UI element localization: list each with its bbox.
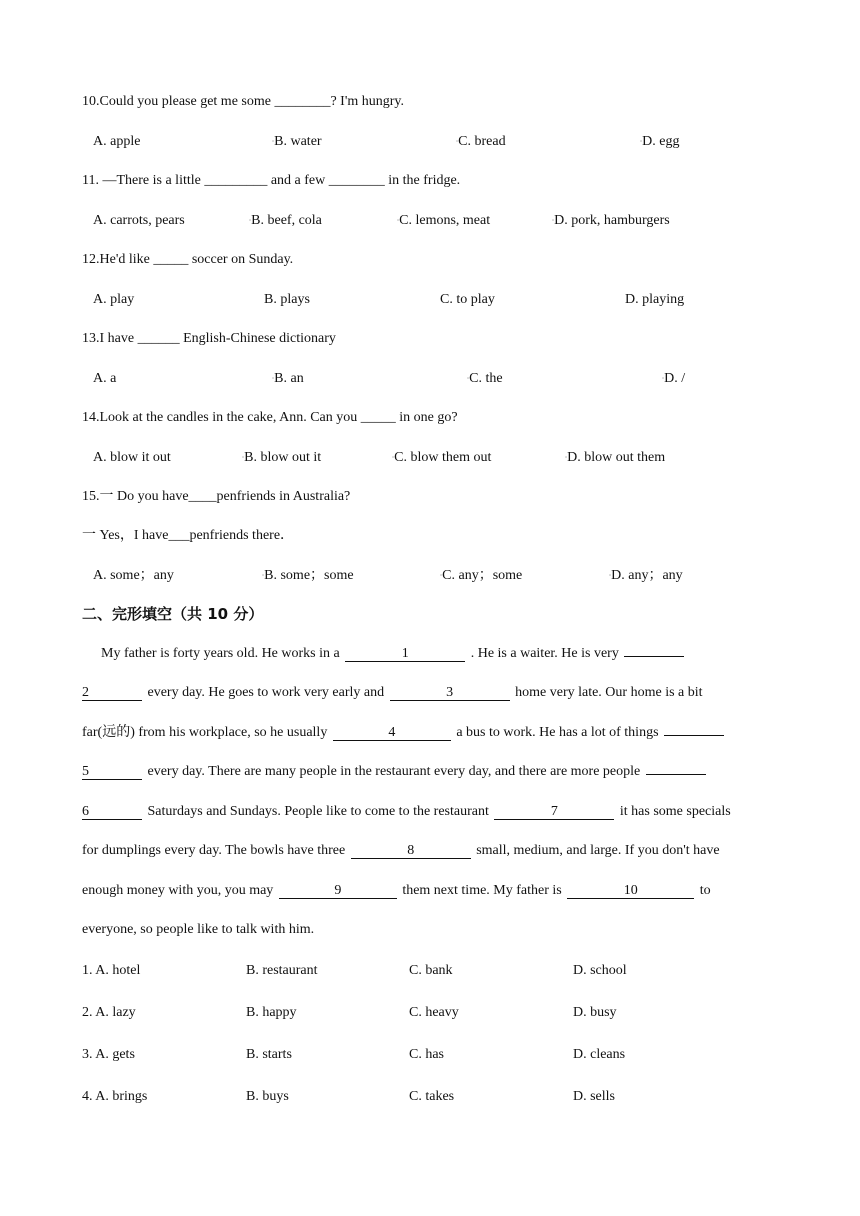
- option-label: D. playing: [625, 292, 685, 307]
- option-c: [467, 370, 503, 388]
- cloze-choice: B. buys: [246, 1089, 289, 1104]
- option-a: [93, 212, 185, 230]
- option-label: A. some；any: [93, 568, 174, 583]
- option-d: [552, 212, 670, 230]
- option-b: [242, 449, 321, 467]
- question-stem: 10.Could you please get me some ________? I'm hungry.: [82, 94, 405, 109]
- bullet-mark: ▫: [565, 455, 568, 461]
- passage-line: [82, 842, 720, 860]
- question-stem-reply: 一 Yes，I have___penfriends there．: [82, 528, 295, 543]
- passage-line: [82, 763, 708, 781]
- option-c: [440, 291, 495, 309]
- passage-text: far(远的) from his workplace, so he usually: [82, 725, 331, 740]
- option-c: [440, 567, 522, 585]
- passage-text: . He is a waiter. He is very: [467, 646, 623, 661]
- passage-blank: 1: [345, 646, 465, 662]
- option-b: [272, 133, 322, 151]
- cloze-choice: B. starts: [246, 1047, 292, 1062]
- passage-blank: 5: [82, 764, 142, 780]
- bullet-mark: ▫: [456, 139, 459, 145]
- cloze-choice: D. sells: [573, 1089, 615, 1104]
- question-stem: 12.He'd like _____ soccer on Sunday.: [82, 252, 294, 267]
- cloze-choice: B. happy: [246, 1005, 297, 1020]
- passage-blank: 7: [494, 804, 614, 820]
- passage-line: [82, 882, 711, 900]
- bullet-mark: ▫: [249, 218, 252, 224]
- passage-blank: [624, 656, 684, 657]
- passage-text: a bus to work. He has a lot of things: [452, 725, 663, 740]
- option-label: B. beef, cola: [251, 213, 322, 229]
- cloze-choice: D. school: [573, 963, 627, 978]
- option-label: D. egg: [642, 134, 680, 150]
- bullet-mark: ▫: [242, 455, 245, 461]
- bullet-mark: ▫: [609, 573, 612, 579]
- passage-blank: 3: [390, 685, 510, 701]
- option-a: [93, 370, 116, 388]
- passage-text: it has some specials: [616, 804, 731, 819]
- cloze-choice: C. has: [409, 1047, 444, 1062]
- option-c: [397, 212, 490, 230]
- option-d: [565, 449, 665, 467]
- cloze-choice: B. restaurant: [246, 963, 318, 978]
- cloze-choice: D. cleans: [573, 1047, 626, 1062]
- passage-blank: 6: [82, 804, 142, 820]
- option-label: B. water: [274, 134, 322, 150]
- option-c: [392, 449, 491, 467]
- passage-text: small, medium, and large. If you don't have: [472, 843, 720, 858]
- passage-text: everyone, so people like to talk with him.: [82, 922, 315, 937]
- question-stem: 14.Look at the candles in the cake, Ann. Can you _____ in one go?: [82, 410, 458, 425]
- option-a: [93, 291, 134, 309]
- passage-blank: 4: [333, 725, 451, 741]
- cloze-choice: C. takes: [409, 1089, 455, 1104]
- question-stem: 11. —There is a little _________ and a few ________ in the fridge.: [82, 173, 461, 188]
- option-label: D. pork, hamburgers: [554, 213, 670, 229]
- option-label: C. bread: [458, 134, 506, 150]
- passage-text: for dumplings every day. The bowls have three: [82, 843, 349, 858]
- passage-text: home very late. Our home is a bit: [511, 685, 703, 700]
- option-label: C. any；some: [442, 568, 523, 584]
- option-label: B. some；some: [264, 568, 354, 584]
- bullet-mark: ▫: [272, 376, 275, 382]
- option-label: A. a: [93, 371, 117, 386]
- option-d: [609, 567, 683, 585]
- option-label: B. an: [274, 371, 304, 387]
- option-b: [262, 567, 354, 585]
- bullet-mark: ▫: [262, 573, 265, 579]
- option-a: [93, 133, 140, 151]
- option-label: C. lemons, meat: [399, 213, 491, 229]
- cloze-choice: C. heavy: [409, 1005, 459, 1020]
- passage-line: [82, 921, 314, 939]
- passage-text: enough money with you, you may: [82, 883, 277, 898]
- option-label: A. blow it out: [93, 450, 171, 465]
- cloze-choice: D. busy: [573, 1005, 617, 1020]
- bullet-mark: ▫: [397, 218, 400, 224]
- option-a: [93, 567, 174, 585]
- option-label: A. play: [93, 292, 135, 307]
- option-b: [272, 370, 304, 388]
- option-label: C. the: [469, 371, 503, 387]
- option-a: [93, 449, 171, 467]
- passage-line: [101, 645, 686, 663]
- passage-text: to: [696, 883, 711, 898]
- option-label: A. carrots, pears: [93, 213, 185, 228]
- passage-text: them next time. My father is: [398, 883, 566, 898]
- option-label: B. blow out it: [244, 450, 322, 466]
- option-d: [625, 291, 684, 309]
- passage-line: [82, 684, 703, 702]
- passage-text: every day. There are many people in the restaurant every day, and there are more people: [144, 764, 644, 779]
- cloze-choice: 1. A. hotel: [82, 963, 141, 978]
- cloze-choice: C. bank: [409, 963, 453, 978]
- bullet-mark: ▫: [272, 139, 275, 145]
- passage-blank: 8: [351, 843, 471, 859]
- passage-text: My father is forty years old. He works in a: [101, 646, 344, 661]
- passage-text: Saturdays and Sundays. People like to come to the restaurant: [144, 804, 493, 819]
- cloze-choice: 4. A. brings: [82, 1089, 148, 1104]
- bullet-mark: ▫: [640, 139, 643, 145]
- bullet-mark: ▫: [467, 376, 470, 382]
- option-b: [264, 291, 310, 309]
- option-d: [640, 133, 679, 151]
- passage-text: every day. He goes to work very early and: [144, 685, 388, 700]
- option-label: C. to play: [440, 292, 495, 307]
- bullet-mark: ▫: [552, 218, 555, 224]
- option-label: C. blow them out: [394, 450, 492, 466]
- question-stem: 15.一 Do you have____penfriends in Australia?: [82, 489, 351, 504]
- cloze-choice: 3. A. gets: [82, 1047, 135, 1062]
- passage-blank: 2: [82, 685, 142, 701]
- question-stem: 13.I have ______ English-Chinese dictionary: [82, 331, 336, 346]
- option-d: [662, 370, 685, 388]
- option-label: D. any；any: [611, 568, 683, 584]
- option-c: [456, 133, 506, 151]
- option-label: B. plays: [264, 292, 310, 307]
- passage-blank: 9: [279, 883, 397, 899]
- section-heading: 二、完形填空（共 10 分）: [82, 605, 264, 623]
- passage-line: [82, 724, 726, 742]
- passage-blank: 10: [567, 883, 694, 899]
- option-label: A. apple: [93, 134, 141, 149]
- passage-line: [82, 803, 731, 821]
- bullet-mark: ▫: [662, 376, 665, 382]
- passage-blank: [664, 735, 724, 736]
- option-b: [249, 212, 322, 230]
- option-label: D. blow out them: [567, 450, 666, 466]
- bullet-mark: ▫: [392, 455, 395, 461]
- option-label: D. /: [664, 371, 686, 387]
- bullet-mark: ▫: [440, 573, 443, 579]
- cloze-choice: 2. A. lazy: [82, 1005, 136, 1020]
- passage-blank: [646, 774, 706, 775]
